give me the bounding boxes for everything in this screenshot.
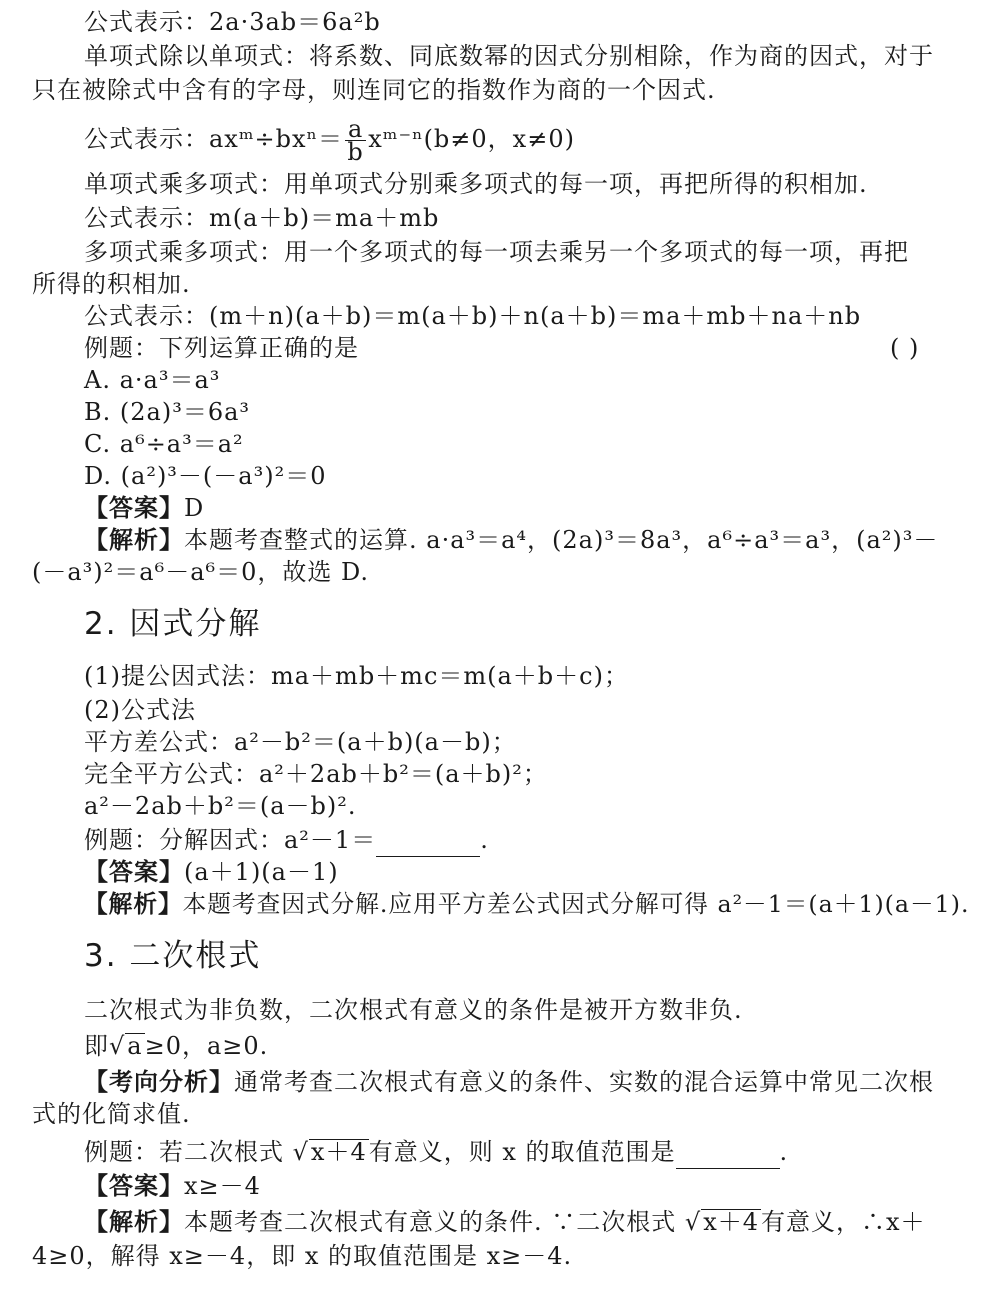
option-c: C. a⁶÷a³＝a²	[84, 430, 244, 458]
answer-line	[84, 492, 204, 524]
formula-text: xᵐ⁻ⁿ(b≠0，x≠0)	[368, 125, 575, 153]
text-line: (1)提公因式法：ma＋mb＋mc＝m(a＋b＋c)；	[84, 662, 629, 690]
text-line: 只在被除式中含有的字母，则连同它的指数作为商的一个因式.	[32, 76, 716, 104]
answer-tag: 【答案】	[84, 494, 184, 522]
text-line: 公式表示：m(a＋b)＝ma＋mb	[84, 204, 440, 232]
example-text: 例题：若二次根式 √	[84, 1138, 309, 1166]
math-text: ≥0，a≥0.	[144, 1032, 269, 1060]
analysis-line	[84, 1206, 926, 1238]
text-line: 式的化简求值.	[32, 1100, 191, 1128]
text-line: 完全平方公式：a²＋2ab＋b²＝(a＋b)²；	[84, 760, 548, 788]
answer-line	[84, 1170, 261, 1202]
text-line: 单项式乘多项式：用单项式分别乘多项式的每一项，再把所得的积相加.	[84, 170, 868, 198]
example-question	[84, 824, 489, 857]
text-line: 公式表示：(m＋n)(a＋b)＝m(a＋b)＋n(a＋b)＝ma＋mb＋na＋nb	[84, 302, 862, 330]
analysis-tag: 【解析】	[84, 526, 184, 554]
option-b: B. (2a)³＝6a³	[84, 398, 251, 426]
text-line: 平方差公式：a²－b²＝(a＋b)(a－b)；	[84, 728, 517, 756]
text-line: 单项式除以单项式：将系数、同底数幂的因式分别相除，作为商的因式，对于	[84, 42, 934, 70]
radicand: x＋4	[310, 1138, 367, 1166]
analysis-text: 有意义，∴x＋	[761, 1208, 926, 1236]
answer-blank	[376, 824, 480, 857]
analysis-text: 本题考查因式分解.应用平方差公式因式分解可得 a²－1＝(a＋1)(a－1).	[182, 890, 970, 918]
text-line: 多项式乘多项式：用一个多项式的每一项去乘另一个多项式的每一项，再把	[84, 238, 909, 266]
text-line: 公式表示：2a·3ab＝6a²b	[84, 8, 381, 36]
denominator: b	[347, 138, 364, 166]
trend-tag: 【考向分析】	[84, 1068, 234, 1096]
answer-text: D	[184, 494, 205, 522]
analysis-line	[84, 524, 938, 556]
analysis-text: 本题考查整式的运算. a·a³＝a⁴，(2a)³＝8a³，a⁶÷a³＝a³，(a²)³－	[184, 526, 939, 554]
answer-text: (a＋1)(a－1)	[184, 858, 339, 886]
formula-line	[84, 115, 575, 166]
example-end: .	[480, 826, 489, 854]
sqrt-symbol: 即√	[84, 1032, 126, 1060]
answer-line	[84, 856, 339, 888]
option-a: A. a·a³＝a³	[84, 366, 221, 394]
section-heading: 3. 二次根式	[84, 938, 262, 974]
answer-tag: 【答案】	[84, 1172, 184, 1200]
math-line	[84, 1030, 268, 1062]
analysis-text: 本题考查二次根式有意义的条件. ∵二次根式 √	[184, 1208, 702, 1236]
radicand: a	[127, 1032, 143, 1060]
example-end: .	[779, 1138, 789, 1166]
analysis-tag: 【解析】	[84, 890, 183, 918]
answer-tag: 【答案】	[84, 858, 184, 886]
analysis-line	[84, 888, 969, 920]
section-heading: 2. 因式分解	[84, 606, 262, 642]
text-line: a²－2ab＋b²＝(a－b)².	[84, 792, 357, 820]
example-text: 有意义，则 x 的取值范围是	[368, 1138, 676, 1166]
text-line: 二次根式为非负数，二次根式有意义的条件是被开方数非负.	[84, 996, 743, 1024]
text-line: (－a³)²＝a⁶－a⁶＝0，故选 D.	[32, 558, 370, 586]
formula-text: 公式表示：axᵐ÷bxⁿ＝	[84, 125, 343, 153]
text-line: 所得的积相加.	[32, 270, 191, 298]
fraction	[345, 115, 366, 166]
answer-text: x≥－4	[184, 1172, 261, 1200]
example-question: 例题：下列运算正确的是	[84, 334, 359, 362]
answer-blank	[676, 1136, 780, 1169]
example-question	[84, 1136, 788, 1169]
radicand: x＋4	[703, 1208, 759, 1236]
trend-text: 通常考查二次根式有意义的条件、实数的混合运算中常见二次根	[234, 1068, 934, 1096]
numerator: a	[345, 118, 366, 141]
trend-line	[84, 1066, 934, 1098]
answer-bracket: ( )	[890, 334, 920, 362]
option-d: D. (a²)³－(－a³)²＝0	[84, 462, 327, 490]
text-line: 4≥0，解得 x≥－4，即 x 的取值范围是 x≥－4.	[32, 1242, 573, 1270]
text-line: (2)公式法	[84, 696, 196, 724]
analysis-tag: 【解析】	[84, 1208, 184, 1236]
example-text: 例题：分解因式：a²－1＝	[84, 826, 377, 854]
